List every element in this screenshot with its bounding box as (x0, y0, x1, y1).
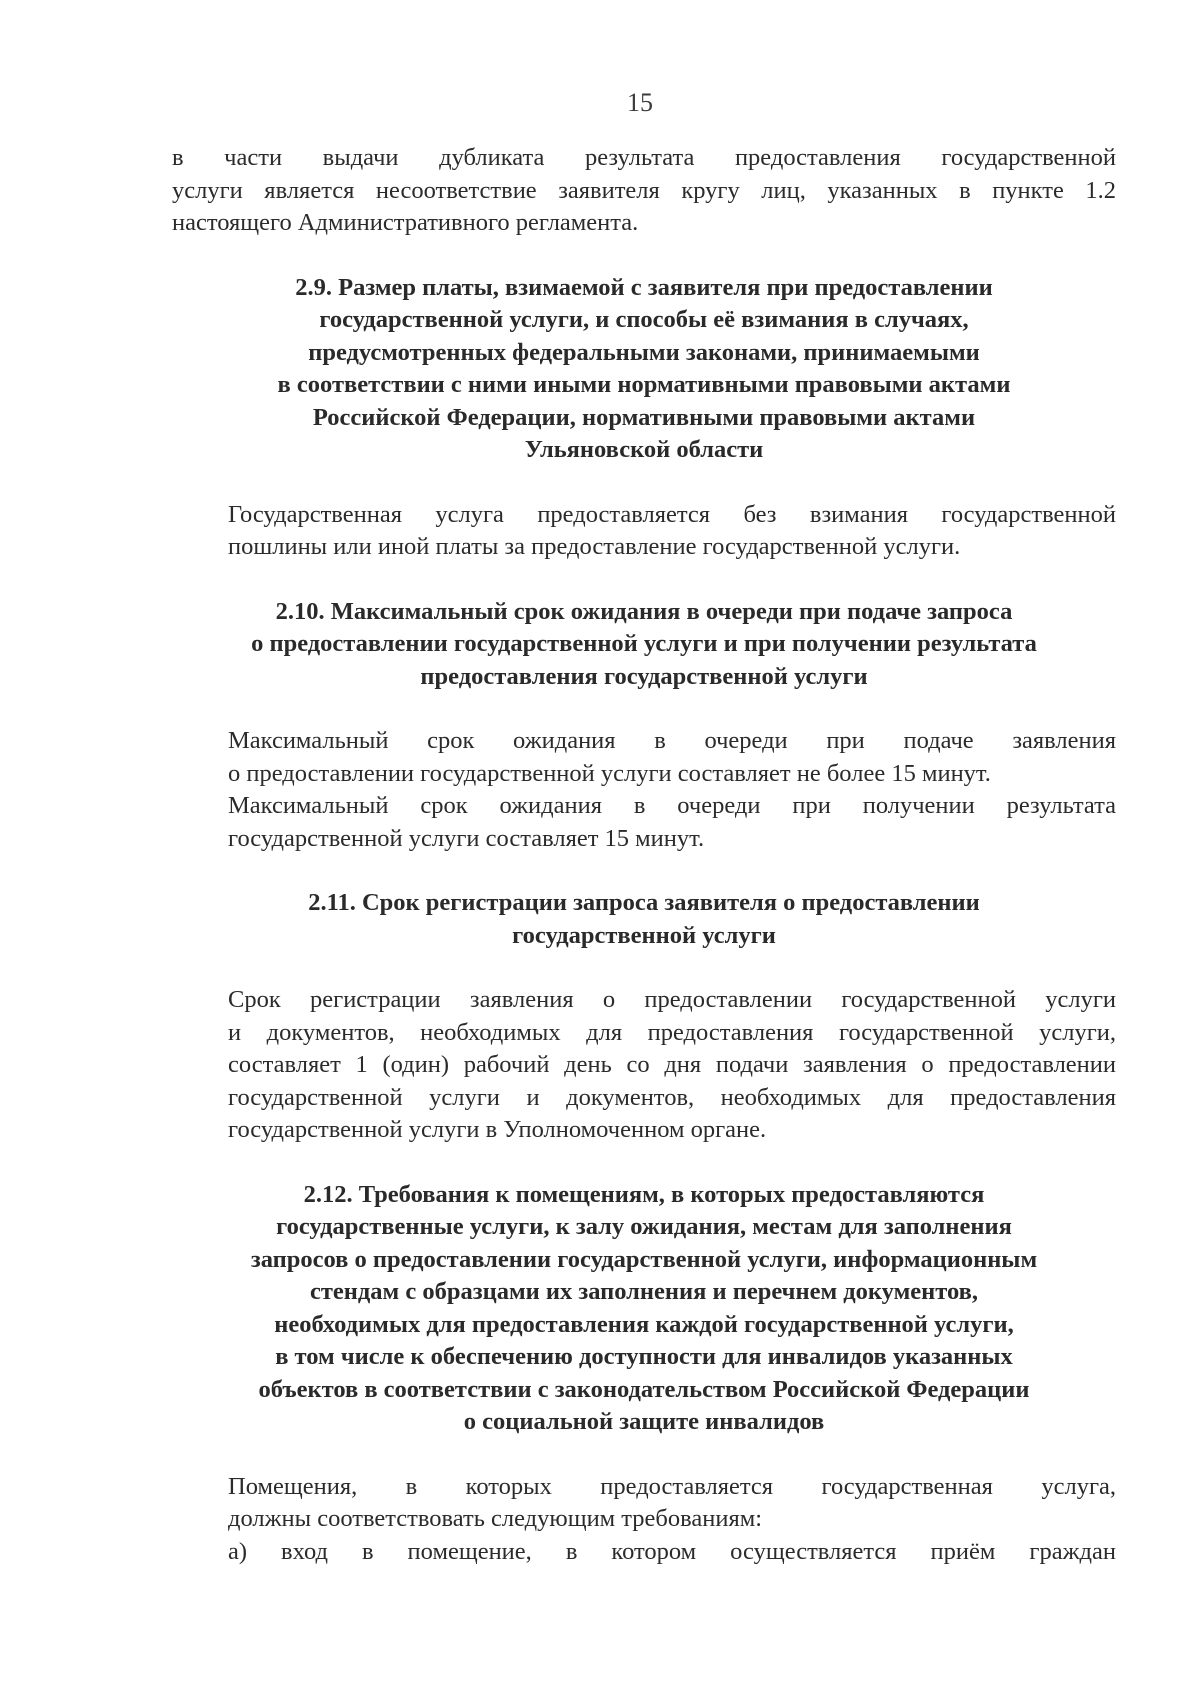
page-content (172, 142, 1116, 1568)
paragraph-line: государственной услуги составляет 15 минут. (228, 824, 705, 852)
heading-line: государственной услуги, и способы её взимания в случаях, (319, 306, 969, 333)
paragraph-line: Максимальный срок ожидания в очереди при получении результата (228, 792, 1116, 819)
paragraph-line: составляет 1 (один) рабочий день со дня подачи заявления о предоставлении (228, 1051, 1116, 1078)
paragraph-line: а) вход в помещение, в котором осуществляется приём граждан (228, 1537, 1116, 1565)
section-2-12-paragraph (172, 1471, 1116, 1536)
heading-line: в том числе к обеспечению доступности для инвалидов указанных (275, 1343, 1013, 1370)
paragraph-line: должны соответствовать следующим требованиям: (228, 1505, 763, 1532)
heading-line: Ульяновской области (524, 436, 764, 463)
heading-line: государственной услуги (512, 921, 776, 949)
section-2-9-paragraph (172, 499, 1116, 564)
heading-line: о социальной защите инвалидов (463, 1408, 825, 1435)
heading-line: запросов о предоставлении государственной услуги, информационным (250, 1245, 1038, 1273)
intro-line: настоящего Административного регламента. (172, 209, 639, 236)
intro-line: услуги является несоответствие заявителя кругу лиц, указанных в пункте 1.2 (172, 176, 1116, 204)
heading-line: 2.11. Срок регистрации запроса заявителя о предоставлении (308, 889, 980, 916)
paragraph-line: пошлины или иной платы за предоставление государственной услуги. (228, 533, 961, 560)
paragraph-line: государственной услуги и документов, необходимых для предоставления (228, 1083, 1116, 1111)
heading-line: предусмотренных федеральными законами, принимаемыми (308, 338, 980, 366)
paragraph-line: и документов, необходимых для предоставления государственной услуги, (228, 1018, 1116, 1046)
intro-paragraph (172, 142, 1116, 240)
heading-line: необходимых для предоставления каждой государственной услуги, (274, 1310, 1014, 1338)
heading-line: объектов в соответствии с законодательством Российской Федерации (258, 1375, 1030, 1403)
paragraph-line: Срок регистрации заявления о предоставлении государственной услуги (228, 986, 1116, 1013)
paragraph-line: Максимальный срок ожидания в очереди при подаче заявления (228, 727, 1116, 754)
section-2-10-paragraph (172, 725, 1116, 790)
paragraph-line: государственной услуги в Уполномоченном органе. (228, 1116, 767, 1143)
section-2-10-paragraph (172, 790, 1116, 855)
section-2-11-paragraph (172, 984, 1116, 1147)
heading-line: государственные услуги, к залу ожидания, местам для заполнения (276, 1213, 1012, 1240)
heading-line: 2.9. Размер платы, взимаемой с заявителя при предоставлении (295, 273, 993, 301)
paragraph-line: Государственная услуга предоставляется без взимания государственной (228, 500, 1116, 528)
section-2-12-heading (172, 1179, 1116, 1439)
intro-line: в части выдачи дубликата результата предоставления государственной (172, 144, 1116, 171)
heading-line: Российской Федерации, нормативными правовыми актами (312, 403, 976, 431)
heading-line: в соответствии с ними иными нормативными правовыми актами (277, 371, 1011, 398)
paragraph-line: о предоставлении государственной услуги составляет не более 15 минут. (228, 759, 991, 787)
section-2-10-heading (172, 596, 1116, 694)
page-number: 15 (627, 88, 653, 117)
heading-line: 2.12. Требования к помещениям, в которых предоставляются (303, 1180, 985, 1208)
section-2-12-paragraph (172, 1536, 1116, 1569)
heading-line: 2.10. Максимальный срок ожидания в очереди при подаче запроса (275, 597, 1013, 625)
heading-line: стендам с образцами их заполнения и перечнем документов, (310, 1278, 978, 1305)
section-2-11-heading (172, 887, 1116, 952)
heading-line: о предоставлении государственной услуги и при получении результата (251, 630, 1037, 657)
paragraph-line: Помещения, в которых предоставляется государственная услуга, (228, 1472, 1116, 1500)
heading-line: предоставления государственной услуги (420, 662, 868, 690)
section-2-9-heading (172, 272, 1116, 467)
